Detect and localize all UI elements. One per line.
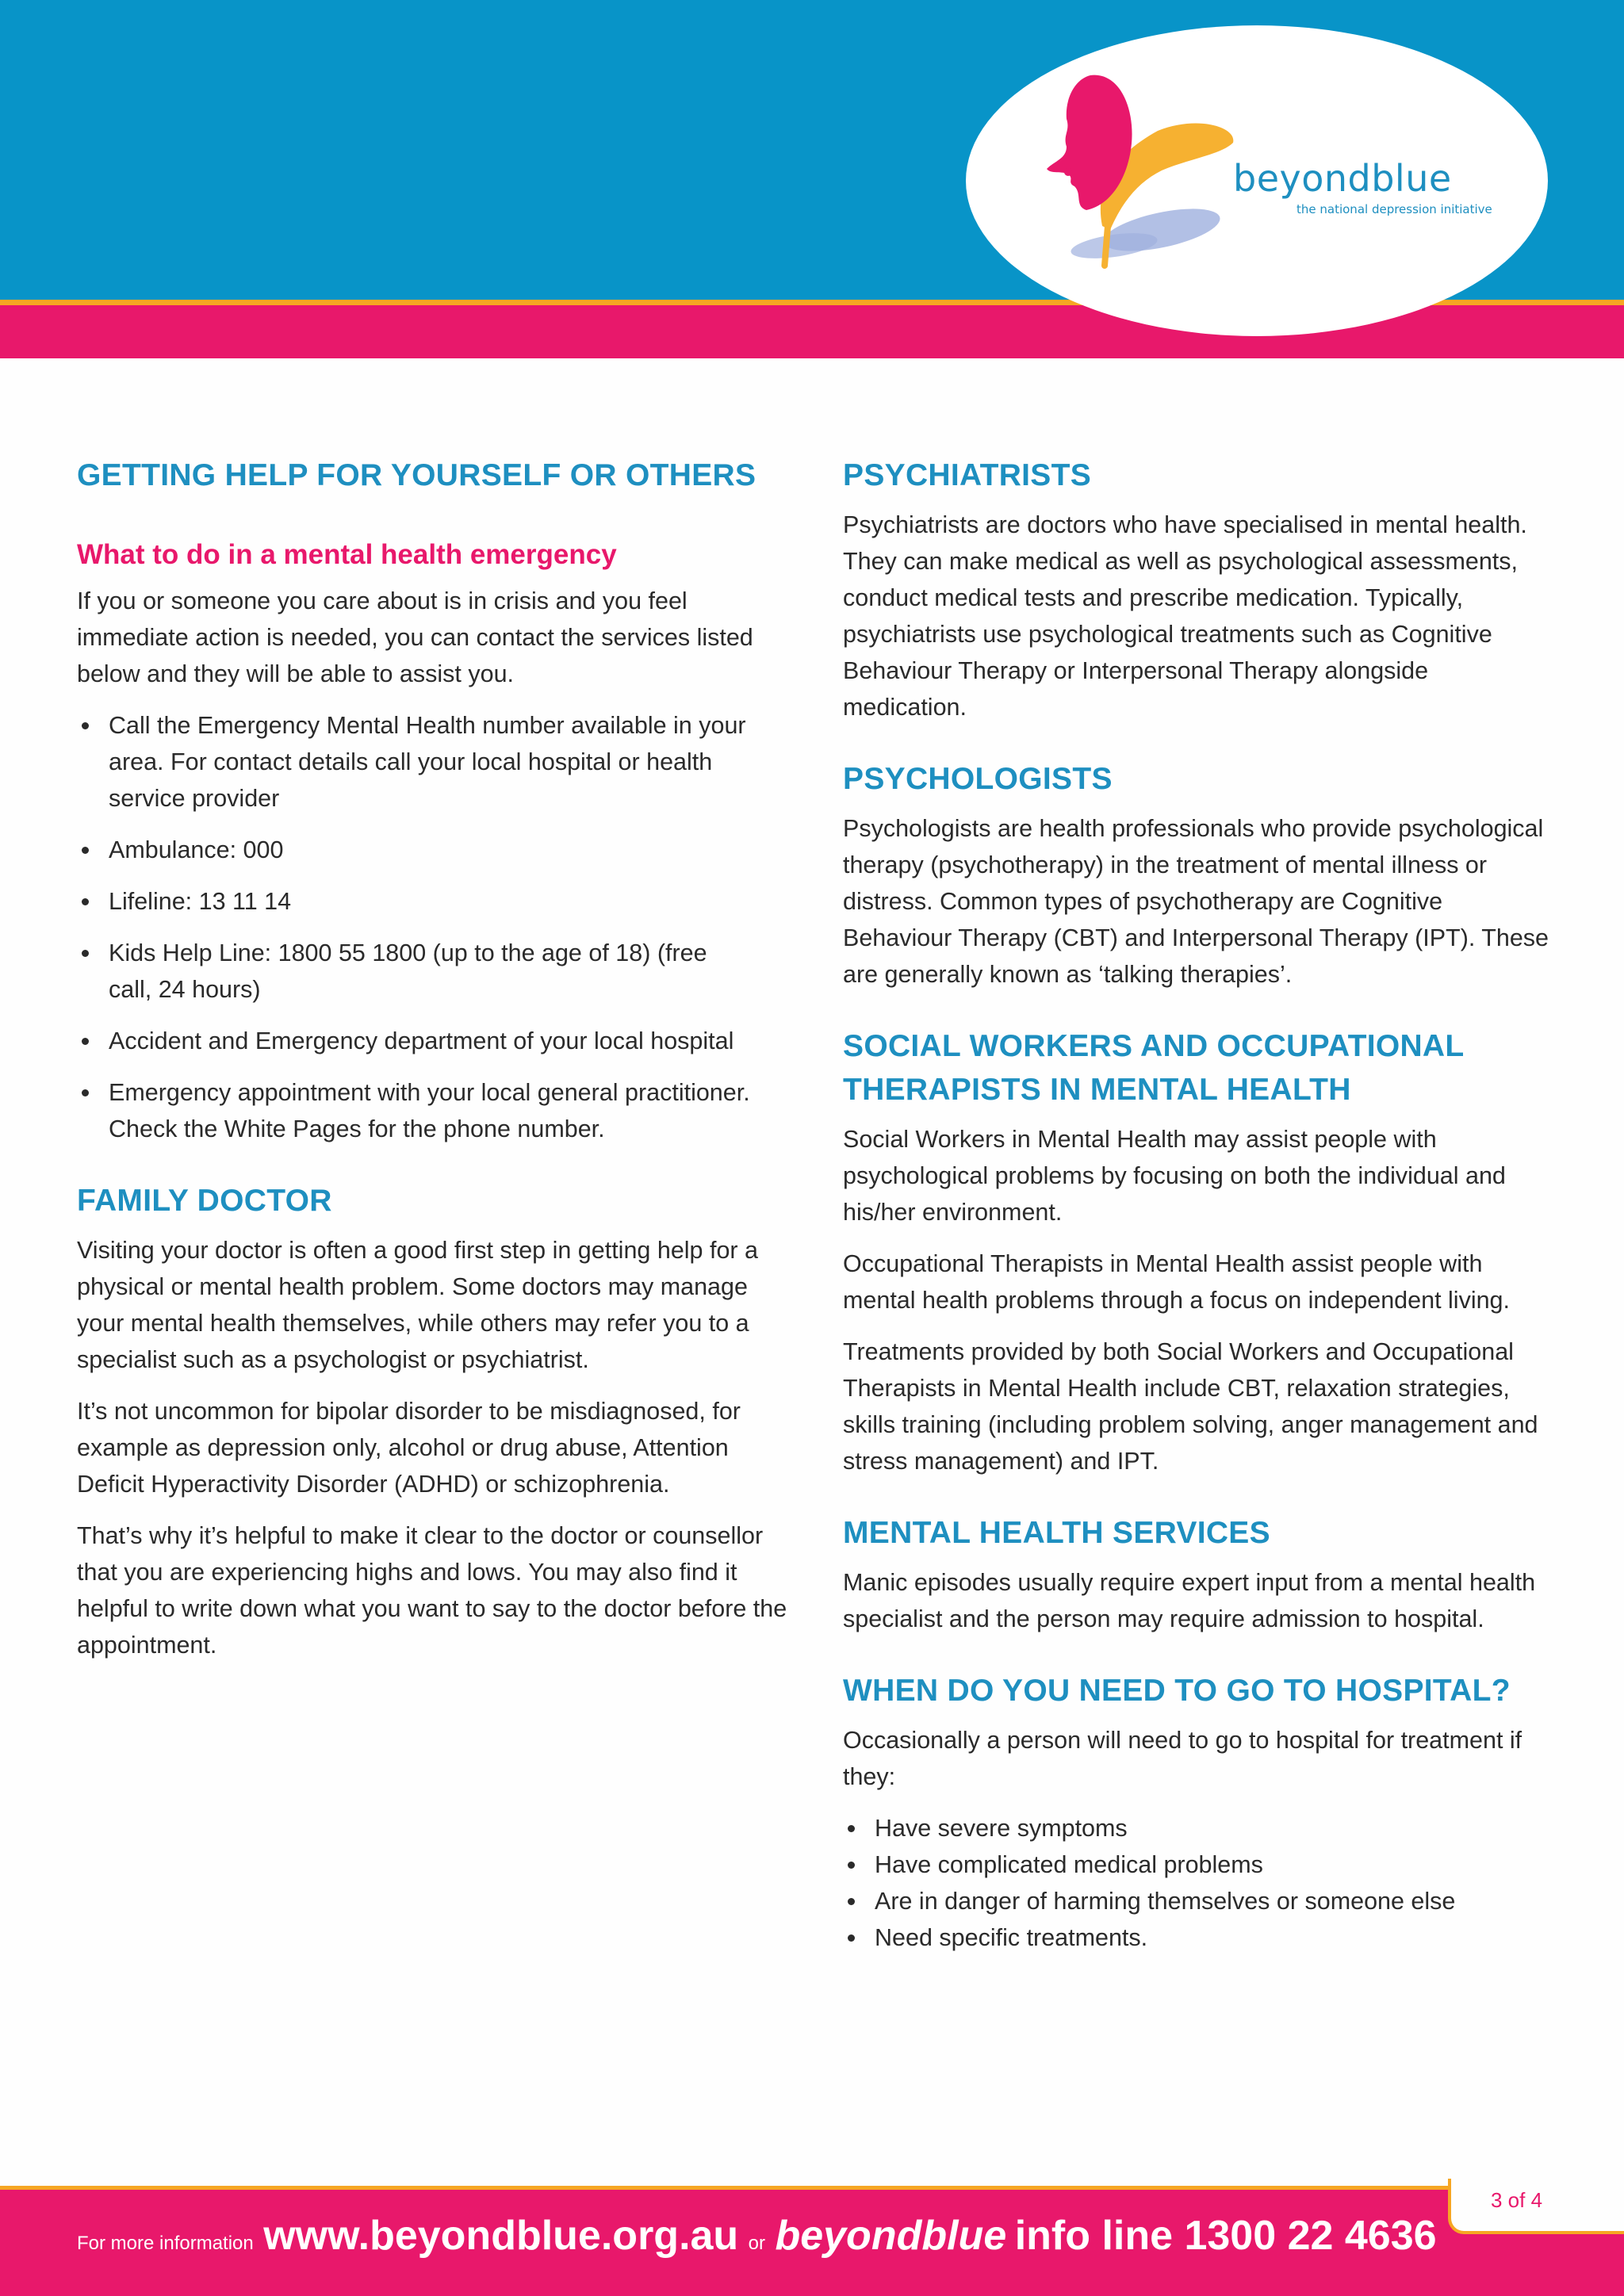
footer-brand: beyondblue bbox=[775, 2213, 1007, 2259]
list-item: Call the Emergency Mental Health number available in your area. For contact details call your local hospital or health service provider bbox=[77, 707, 791, 817]
brand-tagline: the national depression initiative bbox=[1297, 202, 1492, 216]
hospital-list bbox=[843, 1810, 1557, 1956]
emergency-heading: What to do in a mental health emergency bbox=[77, 539, 617, 570]
family-doctor-heading: FAMILY DOCTOR bbox=[77, 1184, 332, 1218]
footer-or: or bbox=[748, 2233, 765, 2254]
footer-url[interactable]: www.beyondblue.org.au bbox=[263, 2213, 739, 2259]
left-column bbox=[77, 453, 791, 1663]
psychologists-heading: PSYCHOLOGISTS bbox=[843, 762, 1113, 796]
social-workers-p3: Treatments provided by both Social Workers and Occupational Therapists in Mental Health include CBT, relaxation strategies, skills training (including problem solving, anger management and stress management) and IPT. bbox=[843, 1338, 1538, 1475]
brand-name: beyondblue bbox=[1233, 157, 1452, 200]
list-item: Have complicated medical problems bbox=[843, 1846, 1557, 1883]
family-doctor-p3: That’s why it’s helpful to make it clear to the doctor or counsellor that you are experiencing highs and lows. You may also find it helpful to write down what you want to say to the doctor before the appointment. bbox=[77, 1522, 787, 1659]
list-item: Have severe symptoms bbox=[843, 1810, 1557, 1846]
family-doctor-p2: It’s not uncommon for bipolar disorder to be misdiagnosed, for example as depression only, alcohol or drug abuse, Attention Deficit Hyperactivity Disorder (ADHD) or schizophrenia. bbox=[77, 1398, 741, 1498]
list-item: Are in danger of harming themselves or someone else bbox=[843, 1883, 1557, 1919]
social-workers-p1: Social Workers in Mental Health may assist people with psychological problems by focusing on both the individual and his/her environment. bbox=[843, 1126, 1506, 1226]
services-text: Manic episodes usually require expert input from a mental health specialist and the person may require admission to hospital. bbox=[843, 1569, 1536, 1632]
list-item: Lifeline: 13 11 14 bbox=[77, 883, 791, 920]
family-doctor-p1: Visiting your doctor is often a good first step in getting help for a physical or mental health problem. Some doctors may manage your mental health themselves, while others may refer you to a specialist such as a psychologist or psychiatrist. bbox=[77, 1237, 759, 1373]
footer-info-line: info line 1300 22 4636 bbox=[1014, 2213, 1437, 2259]
list-item: Need specific treatments. bbox=[843, 1919, 1557, 1956]
list-item: Ambulance: 000 bbox=[77, 832, 791, 868]
list-item: Accident and Emergency department of your local hospital bbox=[77, 1023, 791, 1059]
psychiatrists-text: Psychiatrists are doctors who have specialised in mental health. They can make medical as well as psychological assessments, conduct medical tests and prescribe medication. Typically, psychiatrists use psychological treatments such as Cognitive Behaviour Therapy or Interpersonal Therapy alongside medication. bbox=[843, 511, 1527, 721]
list-item: Kids Help Line: 1800 55 1800 (up to the age of 18) (free call, 24 hours) bbox=[77, 935, 791, 1008]
footer-prefix: For more information bbox=[77, 2233, 254, 2254]
footer-contact bbox=[77, 2212, 1437, 2260]
emergency-list bbox=[77, 707, 791, 1147]
social-workers-p2: Occupational Therapists in Mental Health assist people with mental health problems through a focus on independent living. bbox=[843, 1250, 1510, 1314]
list-item: Emergency appointment with your local general practitioner. Check the White Pages for the phone number. bbox=[77, 1074, 791, 1147]
page-number: 3 of 4 bbox=[1491, 2188, 1543, 2212]
social-workers-heading: SOCIAL WORKERS AND OCCUPATIONAL THERAPISTS IN MENTAL HEALTH bbox=[843, 1029, 1464, 1107]
right-column bbox=[843, 453, 1557, 1956]
emergency-intro: If you or someone you care about is in crisis and you feel immediate action is needed, you can contact the services listed below and they will be able to assist you. bbox=[77, 587, 753, 687]
psychologists-text: Psychologists are health professionals who provide psychological therapy (psychotherapy) in the treatment of mental illness or distress. Common types of psychotherapy are Cognitive Behaviour Therapy (CBT) and Interpersonal Therapy (IPT). These are generally known as ‘talking therapies’. bbox=[843, 815, 1549, 988]
main-heading: GETTING HELP FOR YOURSELF OR OTHERS bbox=[77, 458, 756, 492]
hospital-intro: Occasionally a person will need to go to hospital for treatment if they: bbox=[843, 1727, 1522, 1790]
services-heading: MENTAL HEALTH SERVICES bbox=[843, 1516, 1270, 1550]
butterfly-logo-icon bbox=[1019, 67, 1241, 274]
hospital-heading: WHEN DO YOU NEED TO GO TO HOSPITAL? bbox=[843, 1674, 1511, 1708]
psychiatrists-heading: PSYCHIATRISTS bbox=[843, 458, 1092, 492]
